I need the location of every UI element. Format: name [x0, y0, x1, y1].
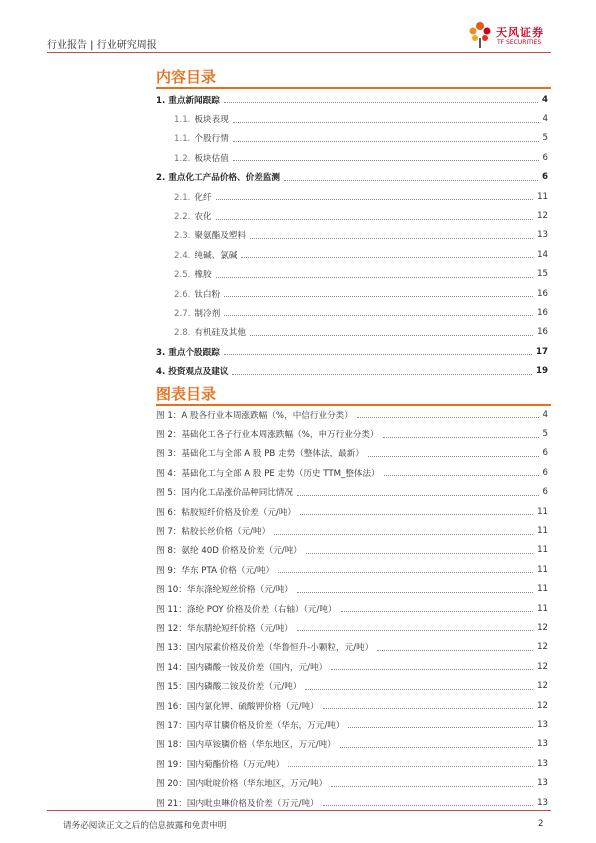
- figure-entry-page: 11: [537, 506, 548, 517]
- figure-entry[interactable]: [156, 696, 548, 715]
- dot-leader: [300, 514, 533, 515]
- toc-entry-number: 1.2.: [174, 153, 191, 164]
- dot-leader: [348, 727, 533, 728]
- toc-entry-title: [156, 191, 214, 203]
- figure-entry-page: 11: [537, 584, 548, 595]
- footer-divider: [47, 810, 551, 811]
- page-number: 2: [538, 819, 544, 829]
- toc-entry[interactable]: [156, 323, 548, 342]
- toc-entry-text: 投资观点及建议: [168, 367, 229, 378]
- figure-entry-title: 图 4：基础化工与全部 A 股 PE 走势（历史 TTM_整体法）: [156, 468, 380, 479]
- figure-entry[interactable]: [156, 444, 548, 463]
- toc-entry[interactable]: [156, 129, 548, 148]
- dot-leader: [232, 374, 532, 375]
- toc-entry[interactable]: [156, 148, 548, 167]
- toc-entry-number: 2.: [156, 173, 166, 184]
- toc-entry-text: 重点新闻跟踪: [168, 95, 220, 106]
- figure-entry-page: 6: [542, 448, 548, 459]
- dot-leader: [384, 475, 539, 476]
- figures-list: [156, 405, 548, 812]
- figure-entry[interactable]: [156, 483, 548, 502]
- figure-entry[interactable]: [156, 676, 548, 695]
- toc-entry-page: 13: [537, 230, 548, 241]
- dot-leader: [383, 437, 539, 438]
- toc-entry-number: 2.1.: [174, 192, 191, 203]
- toc-entry-text: 纯碱、氯碱: [194, 250, 238, 261]
- dot-leader: [224, 315, 533, 316]
- dot-leader: [377, 650, 533, 651]
- figure-entry-title: 图 15：国内磷酸二铵及价差（元/吨）: [156, 682, 302, 693]
- figure-entry[interactable]: [156, 599, 548, 618]
- dot-leader: [216, 277, 533, 278]
- figure-entry-title: 图 16：国内氯化钾、硫酸钾价格（元/吨）: [156, 701, 319, 712]
- toc-entry-text: 重点个股跟踪: [168, 347, 220, 358]
- toc-entry-text: 制冷剂: [194, 308, 221, 319]
- figures-title: 图表目录: [156, 385, 217, 403]
- toc-entry-page: 16: [537, 288, 548, 299]
- figure-entry-page: 12: [537, 622, 548, 633]
- dot-leader: [250, 238, 533, 239]
- toc-entry[interactable]: [156, 226, 548, 245]
- brand-name-cn: 天风证券: [496, 26, 544, 39]
- toc-entry-title: [156, 365, 230, 377]
- figure-entry[interactable]: [156, 773, 548, 792]
- dot-leader: [331, 669, 533, 670]
- dot-leader: [340, 747, 533, 748]
- dot-leader: [368, 456, 539, 457]
- toc-entry-number: 1.: [156, 95, 166, 106]
- toc-entry-page: 4: [542, 114, 548, 125]
- toc-entry-title: [156, 152, 231, 164]
- dot-leader: [250, 335, 533, 336]
- toc-entry-title: [156, 171, 282, 183]
- brand-logo: [466, 20, 566, 52]
- figure-entry[interactable]: [156, 463, 548, 482]
- figure-entry-page: 11: [537, 545, 548, 556]
- toc-entry-text: 农化: [194, 212, 212, 223]
- toc-entry-number: 1.1.: [174, 115, 191, 126]
- figure-entry-page: 12: [537, 661, 548, 672]
- figure-entry[interactable]: [156, 638, 548, 657]
- toc-entry-title: [156, 346, 222, 358]
- figure-entry-title: 图 1：A 股各行业本周涨跌幅（%，中信行业分类）: [156, 410, 353, 421]
- toc-entry-page: 14: [537, 249, 548, 260]
- toc-entry-page: 5: [542, 133, 548, 144]
- dot-leader: [233, 160, 539, 161]
- dot-leader: [216, 219, 533, 220]
- figure-entry-title: 图 12：华东腈纶短纤价格（元/吨）: [156, 623, 293, 634]
- dot-leader: [224, 296, 533, 297]
- brand-name-en: TF SECURITIES: [497, 39, 542, 46]
- toc-entry-page: 17: [536, 346, 548, 357]
- toc-entry-title: [156, 288, 222, 300]
- figure-entry[interactable]: [156, 521, 548, 540]
- figure-entry[interactable]: [156, 502, 548, 521]
- toc-entry[interactable]: [156, 109, 548, 128]
- figure-entry-title: 图 2：基础化工各子行业本周涨跌幅（%，申万行业分类）: [156, 430, 379, 441]
- dot-leader: [297, 630, 533, 631]
- toc-entry-title: [156, 113, 231, 125]
- toc-entry[interactable]: [156, 206, 548, 225]
- dot-leader: [216, 199, 533, 200]
- toc-entry-title: [156, 326, 248, 338]
- toc-entry-number: 1.1.: [174, 134, 191, 145]
- toc-entry-text: 个股行情: [194, 134, 229, 145]
- figure-entry-page: 6: [542, 467, 548, 478]
- toc-entry-number: 2.7.: [174, 308, 191, 319]
- figure-entry-title: 图 14：国内磷酸一铵及价差（国内，元/吨）: [156, 662, 328, 673]
- figure-entry[interactable]: [156, 560, 548, 579]
- dot-leader: [323, 805, 533, 806]
- toc-entry-page: 19: [536, 366, 548, 377]
- toc-entry[interactable]: [156, 265, 548, 284]
- figure-entry[interactable]: [156, 754, 548, 773]
- toc-entry-text: 板块估值: [194, 153, 229, 164]
- toc-entry-number: 2.3.: [174, 231, 191, 242]
- figure-entry-title: 图 6：粘胶短纤价格及价差（元/吨）: [156, 507, 297, 518]
- toc-entry-page: 12: [537, 211, 548, 222]
- figure-entry-page: 4: [542, 409, 548, 420]
- toc-entry[interactable]: [156, 245, 548, 264]
- figure-entry-title: 图 20：国内吡啶价格（华东地区，万元/吨）: [156, 779, 328, 790]
- toc-entry-number: 3.: [156, 347, 166, 358]
- toc-entry-number: 4.: [156, 367, 166, 378]
- figure-entry[interactable]: [156, 580, 548, 599]
- figure-entry-title: 图 10：华东涤纶短丝价格（元/吨）: [156, 585, 293, 596]
- toc-entry-page: 15: [537, 269, 548, 280]
- toc-entry-text: 钛白粉: [194, 289, 221, 300]
- footer-disclaimer: 请务必阅读正文之后的信息披露和免责申明: [63, 821, 227, 831]
- figure-entry-title: 图 7：粘胶长丝价格（元/吨）: [156, 527, 271, 538]
- figure-entry-page: 13: [537, 778, 548, 789]
- dot-leader: [357, 417, 539, 418]
- dot-leader: [288, 766, 533, 767]
- toc-entry[interactable]: [156, 342, 548, 361]
- toc-entry-title: [156, 94, 222, 106]
- figure-entry-page: 12: [537, 642, 548, 653]
- figure-entry[interactable]: [156, 618, 548, 637]
- toc-entry-number: 2.2.: [174, 212, 191, 223]
- toc-entry-title: [156, 268, 214, 280]
- dot-leader: [241, 257, 533, 258]
- toc-entry[interactable]: [156, 303, 548, 322]
- toc-entry[interactable]: [156, 187, 548, 206]
- toc-entry-page: 6: [542, 152, 548, 163]
- dot-leader: [233, 122, 539, 123]
- dot-leader: [297, 495, 538, 496]
- toc-entry[interactable]: [156, 284, 548, 303]
- dot-leader: [297, 592, 533, 593]
- dot-leader: [278, 572, 533, 573]
- figure-entry-page: 6: [542, 487, 548, 498]
- toc-entry-title: [156, 307, 222, 319]
- figure-entry-title: 图 21：国内吡虫啉价格及价差（万元/吨）: [156, 798, 319, 809]
- toc-entry-text: 有机硅及其他: [194, 328, 246, 339]
- dot-leader: [341, 611, 534, 612]
- figure-entry-page: 13: [537, 797, 548, 808]
- toc-entry-page: 6: [542, 172, 548, 183]
- toc-entry-text: 化纤: [194, 192, 212, 203]
- figure-entry-page: 11: [537, 603, 548, 614]
- dot-leader: [323, 708, 533, 709]
- dot-leader: [224, 354, 532, 355]
- toc-entry-title: [156, 249, 239, 261]
- toc-entry-number: 2.5.: [174, 270, 191, 281]
- toc-entry-text: 板块表现: [194, 115, 229, 126]
- toc-entry[interactable]: [156, 361, 548, 380]
- toc-entry-text: 橡胶: [194, 270, 212, 281]
- toc-title-rule: [156, 87, 551, 89]
- toc-entry-title: [156, 210, 214, 222]
- dot-leader: [274, 534, 533, 535]
- dot-leader: [284, 180, 538, 181]
- toc-list: [156, 90, 548, 381]
- figure-entry-page: 5: [542, 429, 548, 440]
- figure-entry-page: 11: [537, 564, 548, 575]
- toc-entry-text: 聚氨酯及塑料: [194, 231, 246, 242]
- figure-entry[interactable]: [156, 735, 548, 754]
- toc-entry-page: 11: [537, 191, 548, 202]
- toc-entry-title: [156, 132, 231, 144]
- report-category: 行业报告 | 行业研究周报: [47, 40, 157, 51]
- toc-entry-number: 2.6.: [174, 289, 191, 300]
- figure-entry[interactable]: [156, 424, 548, 443]
- toc-entry-page: 4: [542, 94, 548, 105]
- dot-leader: [233, 141, 539, 142]
- figure-entry[interactable]: [156, 657, 548, 676]
- header-divider: [47, 52, 551, 53]
- toc-title: 内容目录: [156, 68, 217, 86]
- figure-entry-title: 图 5：国内化工品涨价品种同比情况: [156, 488, 294, 499]
- figure-entry[interactable]: [156, 541, 548, 560]
- figure-entry-page: 13: [537, 739, 548, 750]
- dot-leader: [306, 553, 533, 554]
- figure-entry-page: 12: [537, 700, 548, 711]
- toc-entry-title: [156, 229, 248, 241]
- dot-leader: [331, 786, 533, 787]
- toc-entry-page: 16: [537, 327, 548, 338]
- figure-entry-page: 13: [537, 758, 548, 769]
- figure-entry-title: 图 19：国内菊酯价格（万元/吨）: [156, 759, 285, 770]
- figure-entry[interactable]: [156, 405, 548, 424]
- toc-entry[interactable]: [156, 168, 548, 187]
- flower-logo-icon: [466, 20, 494, 50]
- figure-entry-page: 11: [537, 526, 548, 537]
- figure-entry-title: 图 3：基础化工与全部 A 股 PB 走势（整体法，最新）: [156, 449, 364, 460]
- figure-entry-page: 12: [537, 681, 548, 692]
- figure-entry-title: 图 18：国内草铵膦价格（华东地区，万元/吨）: [156, 740, 336, 751]
- figure-entry-title: 图 9：华东 PTA 价格（元/吨）: [156, 565, 275, 576]
- figure-entry-title: 图 17：国内草甘膦价格及价差（华东，万元/吨）: [156, 720, 345, 731]
- figure-entry-title: 图 13：国内尿素价格及价差（华鲁恒升-小颗粒，元/吨）: [156, 643, 374, 654]
- figure-entry-title: 图 8：氨纶 40D 价格及价差（元/吨）: [156, 546, 302, 557]
- dot-leader: [305, 689, 533, 690]
- toc-entry-page: 16: [537, 307, 548, 318]
- toc-entry-number: 2.4.: [174, 250, 191, 261]
- figure-entry-title: 图 11：涤纶 POY 价格及价差（右轴）（元/吨）: [156, 604, 337, 615]
- dot-leader: [224, 102, 538, 103]
- figure-entry-page: 13: [537, 719, 548, 730]
- toc-entry-number: 2.8.: [174, 328, 191, 339]
- figure-entry[interactable]: [156, 715, 548, 734]
- toc-entry-text: 重点化工产品价格、价差监测: [168, 173, 280, 184]
- toc-entry[interactable]: [156, 90, 548, 109]
